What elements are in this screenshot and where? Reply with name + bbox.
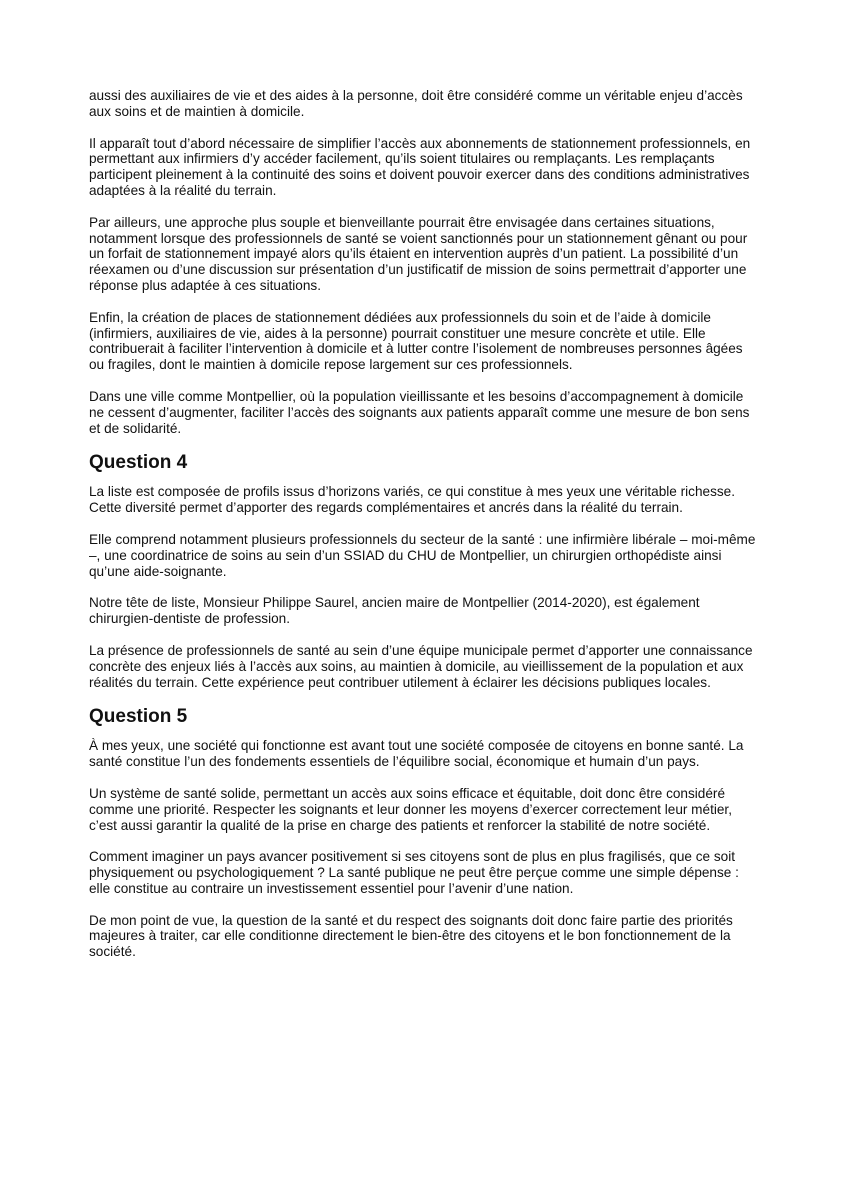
paragraph: Un système de santé solide, permettant un accès aux soins efficace et équitable, doit donc être considéré comme une priorité. Respecter les soignants et leur donner les moyens d’exercer correctement leur métier, c’est aussi garantir la qualité de la prise en charge des patients et renforcer la stabilité de notre société. [89, 785, 732, 833]
paragraph: La liste est composée de profils issus d’horizons variés, ce qui constitue à mes yeux une véritable richesse. Cette diversité permet d’apporter des regards complémentaires et ancrés dans la réalité du terrain. [89, 484, 736, 516]
paragraph: Elle comprend notamment plusieurs professionnels du secteur de la santé : une infirmière libérale – moi-même –, une coordinatrice de soins au sein d’un SSIAD du CHU de Montpellier, un chirurgien orthopédiste ainsi qu’une aide-soignante. [89, 531, 756, 579]
question-4-heading: Question 4 [89, 452, 188, 474]
section-intro [89, 88, 761, 436]
section-question-4 [89, 452, 761, 690]
section-question-5 [89, 706, 761, 960]
paragraph: À mes yeux, une société qui fonctionne est avant tout une société composée de citoyens en bonne santé. La santé constitue l’un des fondements essentiels de l’équilibre social, économique et humain d’un pays. [89, 738, 744, 770]
paragraph: Il apparaît tout d’abord nécessaire de simplifier l’accès aux abonnements de stationnement professionnels, en permettant aux infirmiers d’y accéder facilement, qu’ils soient titulaires ou remplaçants. Les remplaçants participent pleinement à la continuité des soins et doivent pouvoir exercer dans des conditions administratives adaptées à la réalité du terrain. [89, 135, 751, 198]
paragraph: De mon point de vue, la question de la santé et du respect des soignants doit donc faire partie des priorités majeures à traiter, car elle conditionne directement le bien-être des citoyens et le bon fonctionnement de la société. [89, 912, 733, 960]
paragraph: aussi des auxiliaires de vie et des aides à la personne, doit être considéré comme un véritable enjeu d’accès aux soins et de maintien à domicile. [89, 88, 743, 119]
paragraph: Enfin, la création de places de stationnement dédiées aux professionnels du soin et de l’aide à domicile (infirmiers, auxiliaires de vie, aides à la personne) pourrait constituer une mesure concrète et utile. Elle contribuerait à faciliter l’intervention à domicile et à lutter contre l’isolement de nombreuses personnes âgées ou fragiles, dont le maintien à domicile repose largement sur ces professionnels. [89, 309, 743, 373]
paragraph: Notre tête de liste, Monsieur Philippe Saurel, ancien maire de Montpellier (2014-2020), est également chirurgien-dentiste de profession. [89, 595, 700, 627]
paragraph: Comment imaginer un pays avancer positivement si ses citoyens sont de plus en plus fragilisés, que ce soit physiquement ou psychologiquement ? La santé publique ne peut être perçue comme une simple dépense : elle constitue au contraire un investissement essentiel pour l’avenir d’une nation. [89, 849, 739, 896]
question-5-heading: Question 5 [89, 706, 188, 728]
paragraph: La présence de professionnels de santé au sein d’une équipe municipale permet d’apporter une connaissance concrète des enjeux liés à l’accès aux soins, au maintien à domicile, au vieillissement de la population et aux réalités du terrain. Cette expérience peut contribuer utilement à éclairer les décisions publiques locales. [89, 642, 753, 690]
document-page [89, 88, 761, 976]
paragraph: Dans une ville comme Montpellier, où la population vieillissante et les besoins d’accompagnement à domicile ne cessent d’augmenter, faciliter l’accès des soignants aux patients apparaît comme une mesure de bon sens et de solidarité. [89, 388, 750, 436]
paragraph: Par ailleurs, une approche plus souple et bienveillante pourrait être envisagée dans certaines situations, notamment lorsque des professionnels de santé se voient sanctionnés pour un stationnement gênant ou pour un forfait de stationnement impayé alors qu’ils étaient en intervention auprès d’un patient. La possibilité d’un réexamen ou d’une discussion sur présentation d’un justificatif de mission de soins permettrait d’apporter une réponse plus adaptée à ces situations. [89, 214, 748, 293]
